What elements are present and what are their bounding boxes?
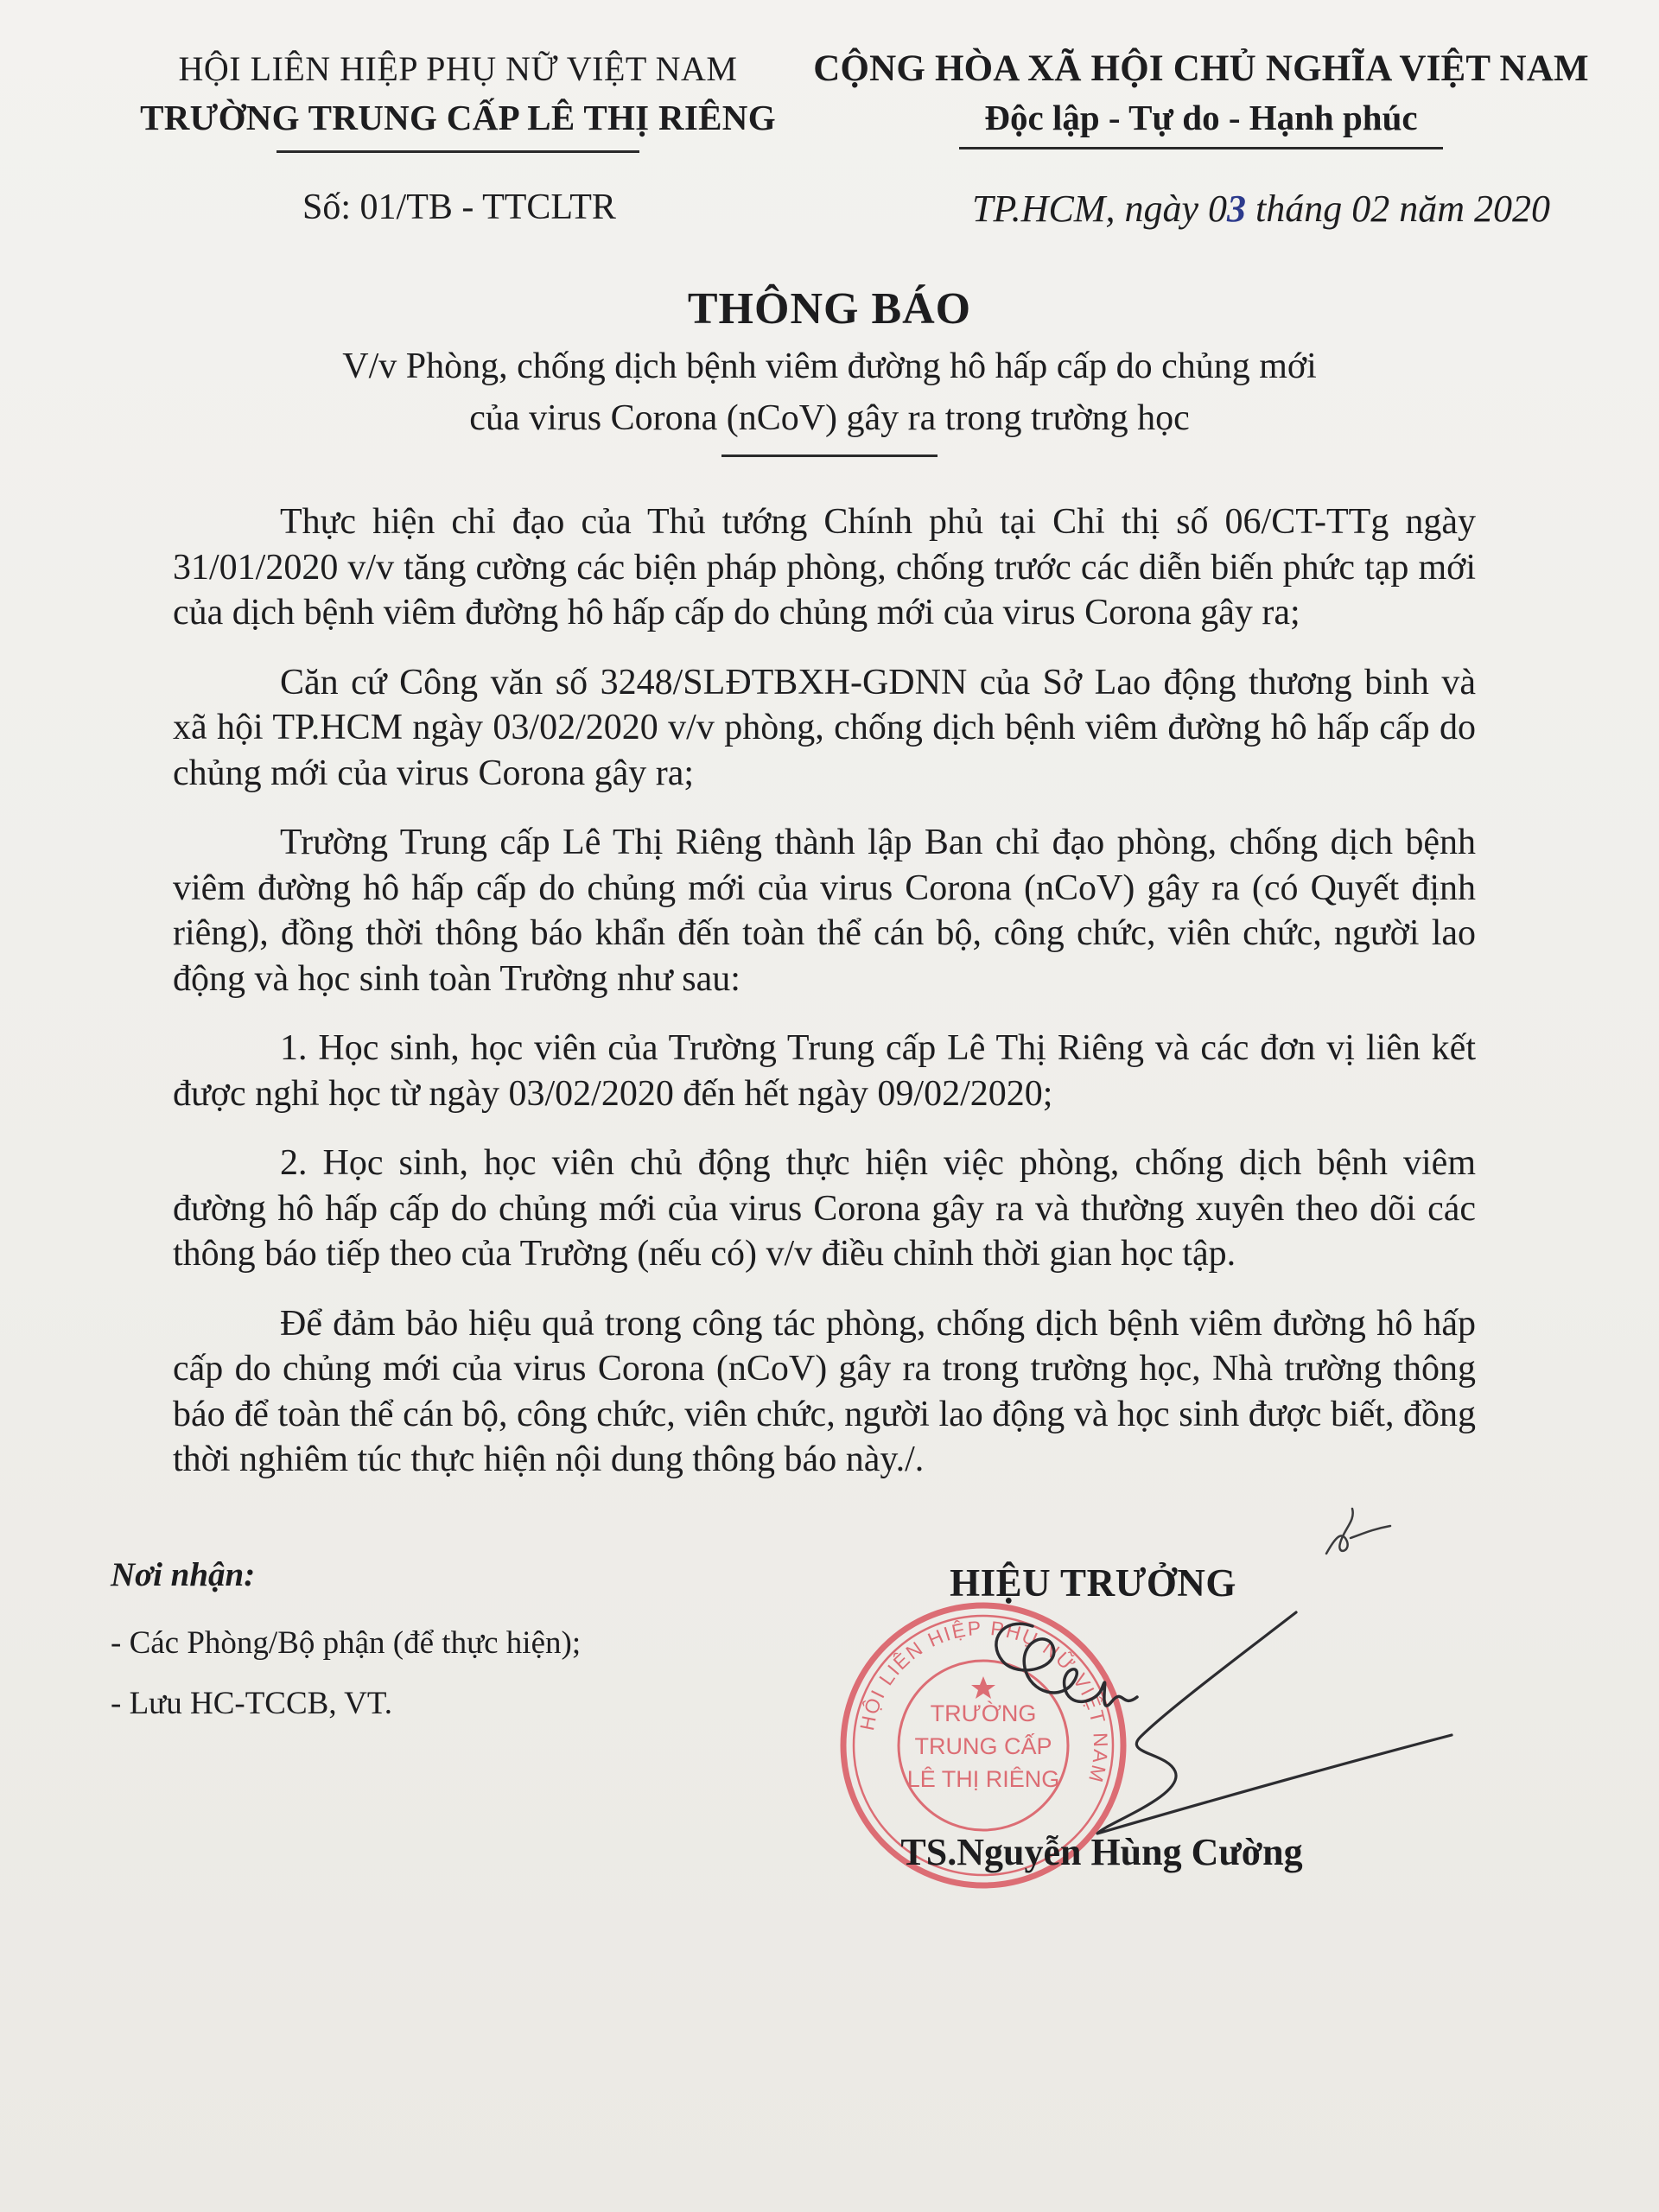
document-number: Số: 01/TB - TTCLTR	[302, 188, 616, 227]
recipient-item: - Lưu HC-TCCB, VT.	[111, 1686, 392, 1721]
signer-title: HIỆU TRƯỞNG	[950, 1561, 1236, 1605]
national-motto: Độc lập - Tự do - Hạnh phúc	[984, 98, 1418, 137]
date-handwritten-digit: 3	[1226, 188, 1246, 230]
subject-line-2: của virus Corona (nCoV) gây ra trong trường học	[469, 398, 1190, 438]
parent-organization: HỘI LIÊN HIỆP PHỤ NỮ VIỆT NAM	[178, 49, 738, 88]
title-block	[0, 278, 1659, 457]
paragraph-directive: Thực hiện chỉ đạo của Thủ tướng Chính phủ tại Chỉ thị số 06/CT-TTg ngày 31/01/2020 v/v tăng cường các biện pháp phòng, chống trước các diễn biến phức tạp mới của dịch bệnh viêm đường hô hấp cấp do chủng mới của virus Corona gây ra;	[173, 502, 1476, 632]
recipients-block	[111, 1555, 581, 1734]
issuer-header	[130, 45, 786, 153]
seal-line-2: TRUNG CẤP	[914, 1733, 1052, 1759]
paragraph-item-2: 2. Học sinh, học viên chủ động thực hiện việc phòng, chống dịch bệnh viêm đường hô hấp cấp do chủng mới của virus Corona gây ra và thường xuyên theo dõi các thông báo tiếp theo của Trường (nếu có) v/v điều chỉnh thời gian học tập.	[173, 1143, 1476, 1274]
signer-name: TS.Nguyễn Hùng Cường	[900, 1831, 1303, 1873]
seal-line-3: LÊ THỊ RIÊNG	[906, 1766, 1060, 1792]
initials-mark	[1318, 1503, 1395, 1564]
motto-underline	[959, 147, 1443, 149]
issuer-underline	[276, 150, 639, 153]
recipients-heading: Nơi nhận:	[111, 1556, 256, 1593]
recipient-item: - Các Phòng/Bộ phận (để thực hiện);	[111, 1625, 582, 1661]
subject-line-1: V/v Phòng, chống dịch bệnh viêm đường hô hấp cấp do chủng mới	[342, 346, 1317, 386]
handwritten-signature	[968, 1607, 1469, 1849]
paragraph-item-1: 1. Học sinh, học viên của Trường Trung cấp Lê Thị Riêng và các đơn vị liên kết được nghỉ học từ ngày 03/02/2020 đến hết ngày 09/02/2020;	[173, 1028, 1476, 1114]
paragraph-closing: Để đảm bảo hiệu quả trong công tác phòng, chống dịch bệnh viêm đường hô hấp cấp do chủng mới của virus Corona (nCoV) gây ra trong trường học, Nhà trường thông báo để toàn thể cán bộ, công chức, viên chức, người lao động và học sinh được biết, đồng thời nghiêm túc thực hiện nội dung thông báo này./.	[173, 1303, 1476, 1479]
document-title: THÔNG BÁO	[687, 284, 972, 334]
seal-line-1: TRƯỜNG	[930, 1700, 1037, 1726]
issue-date	[972, 187, 1550, 231]
school-name: TRƯỜNG TRUNG CẤP LÊ THỊ RIÊNG	[140, 98, 776, 137]
paragraph-committee: Trường Trung cấp Lê Thị Riêng thành lập Ban chỉ đạo phòng, chống dịch bệnh viêm đường hô hấp cấp do chủng mới của virus Corona (nCoV) gây ra (có Quyết định riêng), đồng thời thông báo khẩn đến toàn thể cán bộ, công chức, viên chức, người lao động và học sinh toàn Trường như sau:	[173, 823, 1476, 999]
date-suffix: tháng 02 năm 2020	[1245, 188, 1550, 230]
paragraph-basis: Căn cứ Công văn số 3248/SLĐTBXH-GDNN của Sở Lao động thương binh và xã hội TP.HCM ngày 03/02/2020 v/v phòng, chống dịch bệnh viêm đường hô hấp cấp do chủng mới của virus Corona gây ra;	[173, 662, 1476, 793]
seal-outer-text: HỘI LIÊN HIỆP PHỤ NỮ VIỆT NAM	[855, 1616, 1113, 1787]
national-header	[812, 45, 1590, 149]
notice-body	[173, 499, 1476, 1507]
nation-name: CỘNG HÒA XÃ HỘI CHỦ NGHĨA VIỆT NAM	[813, 48, 1589, 89]
date-prefix: TP.HCM, ngày 0	[972, 188, 1227, 230]
title-underline	[721, 454, 938, 457]
